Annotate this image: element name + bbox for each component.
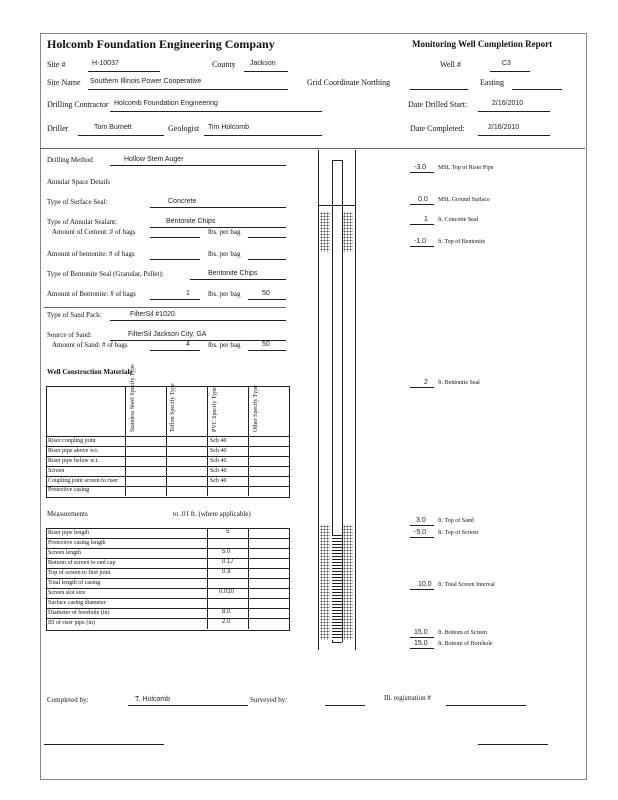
meas-row-value[interactable]: 0.3	[222, 569, 231, 575]
annular-sealant-label: Type of Annular Sealant:	[47, 218, 118, 226]
registration-label: Ill. registration #	[384, 694, 431, 702]
meas-row-label: Bottom of screen to end cap	[48, 560, 116, 566]
sand-pack-value[interactable]: FilterSil #1020	[130, 311, 175, 318]
meas-row-value[interactable]: 8.0	[222, 609, 231, 615]
bentonite-amt-bags[interactable]: 1	[186, 290, 190, 297]
grid-northing-label: Grid Coordinate Northing	[307, 78, 391, 87]
meas-row-label: Riser pipe length	[48, 530, 89, 536]
meas-row-label: ID of riser pipe (in)	[48, 620, 95, 626]
diagram-value[interactable]: -3.0	[414, 164, 427, 171]
diagram-label: ft. Top of Sand	[438, 518, 474, 524]
date-completed-label: Date Completed:	[410, 124, 465, 133]
easting-label: Easting	[480, 78, 504, 87]
drilling-method-label: Drilling Method	[47, 156, 93, 164]
meas-row-label: Screen length	[48, 550, 81, 556]
contractor-label: Drilling Contractor	[47, 100, 109, 109]
diagram-label: ft. Bottom of Screen	[438, 630, 487, 636]
completed-by-value[interactable]: T. Holcomb	[135, 696, 171, 703]
materials-title: Well Construction Materials	[47, 368, 133, 376]
sand-source-value[interactable]: FilterSil Jackson City, GA	[128, 331, 207, 338]
site-label: Site #	[47, 60, 66, 69]
cement-label: Amount of Cement: # of bags	[52, 228, 136, 236]
date-drilled-value[interactable]: 2/16/2010	[492, 100, 524, 107]
diagram-label: ft. Bentonite Seal	[438, 380, 480, 386]
contractor-value[interactable]: Holcomb Foundation Engineering	[114, 100, 218, 107]
col-stainless: Stainless Steel Specify Type	[130, 364, 136, 432]
measurements-unit-note: to .01 ft. (where applicable)	[173, 510, 251, 518]
company-name: Holcomb Foundation Engineering Company	[47, 37, 275, 51]
bentonite-amt-label: Amount of Bentonite: # of bags	[47, 290, 136, 298]
site-value[interactable]: H-10037	[92, 60, 119, 67]
surveyed-by-label: Surveyed by:	[250, 696, 288, 704]
site-name-label: Site Name	[47, 78, 81, 87]
surface-seal-value[interactable]: Concrete	[168, 198, 197, 205]
mat-row-label: Coupling joint screen to riser	[48, 478, 118, 484]
bentonite-amt-lbs[interactable]: 50	[262, 290, 270, 297]
measurements-title: Measurements	[47, 510, 88, 518]
diagram-value[interactable]: 1	[424, 216, 428, 223]
surface-seal-label: Type of Surface Seal:	[47, 198, 108, 206]
diagram-label: MSL Ground Surface	[438, 197, 490, 203]
meas-row-value[interactable]: 0.010	[219, 589, 235, 595]
diagram-value[interactable]: 2	[424, 379, 428, 386]
site-name-value[interactable]: Southern Illinois Power Cooperative	[90, 78, 202, 85]
sand-lbs-label: lbs. per bag	[208, 341, 241, 349]
meas-row-label: Total length of casing	[48, 580, 101, 586]
cement-lbs-label: lbs. per bag	[208, 228, 241, 236]
mat-row-pvc[interactable]: Sch 40	[210, 478, 227, 484]
mat-row-label: Protective casing	[48, 487, 90, 493]
mat-row-pvc[interactable]: Sch 40	[210, 458, 227, 464]
meas-row-value[interactable]: 5	[226, 529, 230, 535]
sand-amt-label: Amount of Sand: # of bags	[52, 341, 128, 349]
sand-pack-label: Type of Sand Pack:	[47, 311, 102, 319]
report-title: Monitoring Well Completion Report	[412, 39, 553, 49]
diagram-value[interactable]: 10.0	[418, 581, 432, 588]
diagram-label: ft. Top of Screen	[438, 530, 479, 536]
col-teflon: Teflon Specify Type	[170, 383, 176, 432]
geologist-value[interactable]: Tim Holcomb	[208, 124, 249, 131]
meas-row-label: Diameter of borehole (in)	[48, 610, 110, 616]
bentonite-seal-value[interactable]: Bentonite Chips	[208, 270, 258, 277]
col-pvc: PVC Specify Type	[212, 387, 218, 432]
date-completed-value[interactable]: 2/16/2010	[488, 124, 520, 131]
county-value[interactable]: Jackson	[250, 60, 276, 67]
annular-space-label: Annular Space Details	[47, 178, 110, 186]
bentonite-lbs-label: lbs. per bag	[208, 250, 241, 258]
driller-value[interactable]: Tom Burnett	[94, 124, 132, 131]
well-label: Well #	[440, 60, 461, 69]
diagram-label: ft. Concrete Seal	[438, 217, 479, 223]
meas-row-label: Surface casing diameter	[48, 600, 106, 606]
diagram-value[interactable]: -5.0	[414, 529, 427, 536]
mat-row-label: Riser pipe above w.t.	[48, 448, 99, 454]
mat-row-pvc[interactable]: Sch 40	[210, 468, 227, 474]
county-label: County	[212, 60, 236, 69]
meas-row-label: Protective casing length	[48, 540, 106, 546]
completed-by-label: Completed by:	[47, 696, 89, 704]
diagram-label: ft. Bottom of Borehole	[438, 641, 493, 647]
bentonite-amt-lbs-label: lbs. per bag	[208, 290, 241, 298]
diagram-value[interactable]: -1.0	[414, 238, 427, 245]
well-screen	[332, 535, 342, 640]
diagram-value[interactable]: 3.0	[416, 517, 426, 524]
bentonite-seal-label: Type of Bentonite Seal (Granular, Pellet):	[47, 270, 164, 278]
diagram-value[interactable]: 15.0	[414, 640, 428, 647]
bentonite-label: Amount of bentonite: # of bags	[47, 250, 135, 258]
mat-row-label: Screen	[48, 468, 65, 474]
sand-amt-bags[interactable]: 4	[186, 341, 190, 348]
meas-row-label: Top of screen to first joint	[48, 570, 111, 576]
well-value[interactable]: C3	[502, 60, 511, 67]
sand-amt-lbs[interactable]: 50	[262, 341, 270, 348]
geologist-label: Geologist	[168, 124, 200, 133]
mat-row-label: Riser coupling joint	[48, 438, 96, 444]
meas-row-value[interactable]: 0.17	[222, 559, 234, 565]
date-drilled-label: Date Drilled Start:	[408, 100, 468, 109]
col-other: Other Specify Type	[253, 385, 259, 432]
mat-row-pvc[interactable]: Sch 40	[210, 448, 227, 454]
diagram-label: ft. Top of Bentonite	[438, 239, 486, 245]
driller-label: Driller	[47, 124, 69, 133]
meas-row-value[interactable]: 5.0	[222, 549, 231, 555]
diagram-value[interactable]: 15.0	[414, 629, 428, 636]
diagram-value[interactable]: 0.0	[418, 196, 428, 203]
sand-source-label: Source of Sand:	[47, 331, 92, 339]
diagram-label: ft. Total Screen Interval	[438, 582, 495, 588]
mat-row-label: Riser pipe below w.t.	[48, 458, 99, 464]
drilling-method-value[interactable]: Hollow Stem Auger	[124, 156, 184, 163]
meas-row-label: Screen slot size	[48, 590, 86, 596]
diagram-label: MSL Top of Riser Pipe	[438, 165, 494, 171]
annular-sealant-value[interactable]: Bentonite Chips	[166, 218, 216, 225]
mat-row-pvc[interactable]: Sch 40	[210, 438, 227, 444]
meas-row-value[interactable]: 2.0	[222, 619, 231, 625]
